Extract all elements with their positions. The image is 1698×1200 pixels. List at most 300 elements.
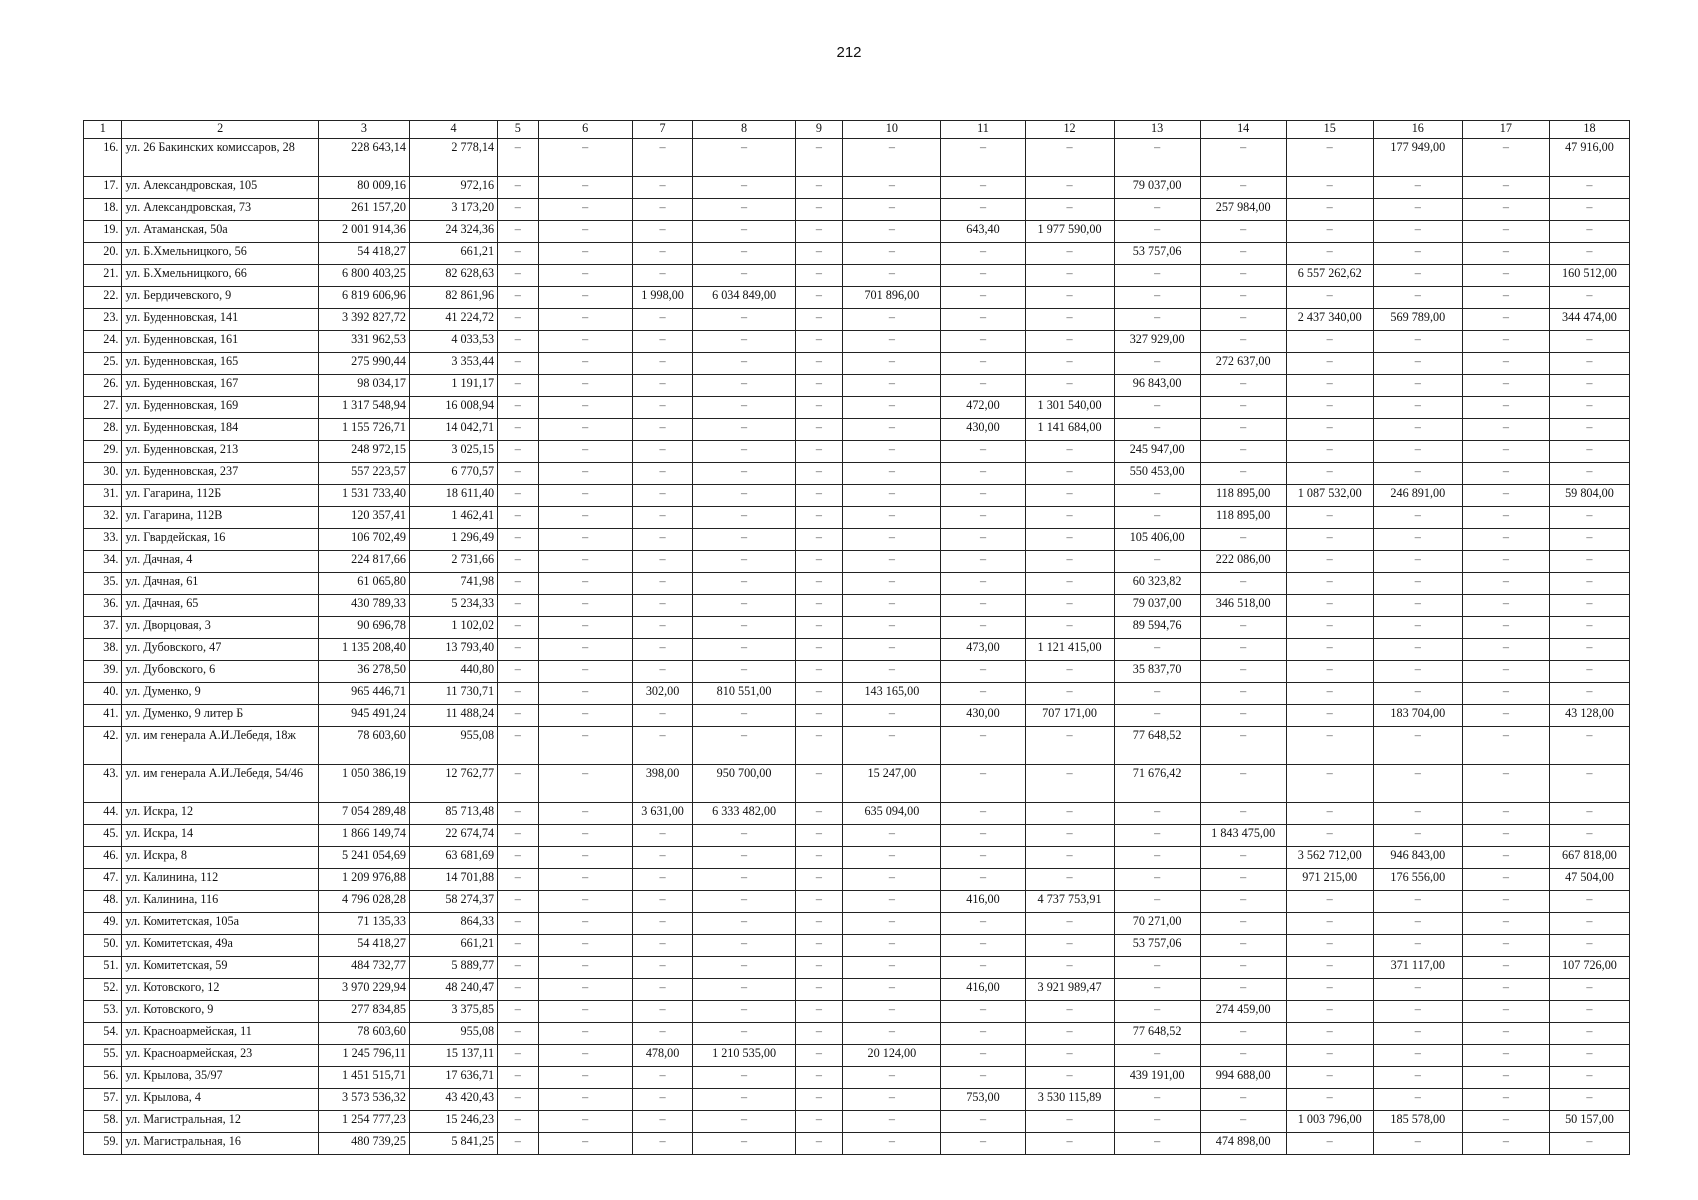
empty-cell: – xyxy=(1462,243,1549,265)
empty-cell: – xyxy=(941,825,1025,847)
empty-cell: – xyxy=(538,727,632,765)
empty-cell: – xyxy=(498,765,538,803)
column-header-8: 8 xyxy=(693,121,795,139)
empty-cell: – xyxy=(795,199,843,221)
empty-cell: – xyxy=(1373,639,1462,661)
table-row xyxy=(84,1001,1630,1023)
empty-cell: – xyxy=(1549,177,1629,199)
empty-cell: – xyxy=(1286,935,1373,957)
empty-cell: – xyxy=(1025,199,1114,221)
empty-cell: – xyxy=(498,221,538,243)
empty-cell: – xyxy=(498,331,538,353)
empty-cell: – xyxy=(795,639,843,661)
amount-cell: 12 762,77 xyxy=(409,765,497,803)
amount-cell: 1 462,41 xyxy=(409,507,497,529)
empty-cell: – xyxy=(693,869,795,891)
empty-cell: – xyxy=(1200,1045,1286,1067)
empty-cell: – xyxy=(538,1045,632,1067)
empty-cell: – xyxy=(1373,177,1462,199)
empty-cell: – xyxy=(693,441,795,463)
empty-cell: – xyxy=(941,661,1025,683)
amount-cell: 945 491,24 xyxy=(318,705,409,727)
empty-cell: – xyxy=(1286,1023,1373,1045)
row-number: 20. xyxy=(84,243,122,265)
empty-cell: – xyxy=(632,957,693,979)
empty-cell: – xyxy=(693,1111,795,1133)
empty-cell: – xyxy=(1373,765,1462,803)
table-row xyxy=(84,419,1630,441)
empty-cell: – xyxy=(693,913,795,935)
empty-cell: – xyxy=(1114,199,1200,221)
empty-cell: – xyxy=(632,847,693,869)
amount-cell: 371 117,00 xyxy=(1373,957,1462,979)
empty-cell: – xyxy=(1373,287,1462,309)
empty-cell: – xyxy=(843,485,941,507)
empty-cell: – xyxy=(1462,765,1549,803)
amount-cell: 1 254 777,23 xyxy=(318,1111,409,1133)
empty-cell: – xyxy=(693,177,795,199)
amount-cell: 474 898,00 xyxy=(1200,1133,1286,1155)
empty-cell: – xyxy=(632,463,693,485)
empty-cell: – xyxy=(632,419,693,441)
empty-cell: – xyxy=(1549,1023,1629,1045)
empty-cell: – xyxy=(941,551,1025,573)
row-number: 27. xyxy=(84,397,122,419)
amount-cell: 120 357,41 xyxy=(318,507,409,529)
empty-cell: – xyxy=(632,935,693,957)
empty-cell: – xyxy=(1373,551,1462,573)
empty-cell: – xyxy=(693,1001,795,1023)
amount-cell: 472,00 xyxy=(941,397,1025,419)
empty-cell: – xyxy=(498,847,538,869)
empty-cell: – xyxy=(1373,683,1462,705)
empty-cell: – xyxy=(795,617,843,639)
empty-cell: – xyxy=(795,847,843,869)
amount-cell: 346 518,00 xyxy=(1200,595,1286,617)
empty-cell: – xyxy=(1549,221,1629,243)
empty-cell: – xyxy=(1286,199,1373,221)
amount-cell: 15 246,23 xyxy=(409,1111,497,1133)
column-header-6: 6 xyxy=(538,121,632,139)
empty-cell: – xyxy=(1549,979,1629,1001)
empty-cell: – xyxy=(795,1111,843,1133)
empty-cell: – xyxy=(1025,353,1114,375)
amount-cell: 22 674,74 xyxy=(409,825,497,847)
empty-cell: – xyxy=(1114,485,1200,507)
empty-cell: – xyxy=(1114,221,1200,243)
table-row xyxy=(84,221,1630,243)
amount-cell: 430,00 xyxy=(941,419,1025,441)
row-number: 18. xyxy=(84,199,122,221)
empty-cell: – xyxy=(843,177,941,199)
amount-cell: 398,00 xyxy=(632,765,693,803)
column-header-10: 10 xyxy=(843,121,941,139)
column-header-5: 5 xyxy=(498,121,538,139)
empty-cell: – xyxy=(1462,397,1549,419)
empty-cell: – xyxy=(843,595,941,617)
address-cell: ул. Искра, 12 xyxy=(122,803,318,825)
empty-cell: – xyxy=(498,683,538,705)
empty-cell: – xyxy=(795,551,843,573)
empty-cell: – xyxy=(1373,1133,1462,1155)
empty-cell: – xyxy=(693,847,795,869)
amount-cell: 3 392 827,72 xyxy=(318,309,409,331)
empty-cell: – xyxy=(538,683,632,705)
column-header-14: 14 xyxy=(1200,121,1286,139)
address-cell: ул. Дубовского, 47 xyxy=(122,639,318,661)
amount-cell: 741,98 xyxy=(409,573,497,595)
amount-cell: 327 929,00 xyxy=(1114,331,1200,353)
amount-cell: 35 837,70 xyxy=(1114,661,1200,683)
empty-cell: – xyxy=(498,353,538,375)
empty-cell: – xyxy=(795,419,843,441)
amount-cell: 810 551,00 xyxy=(693,683,795,705)
empty-cell: – xyxy=(632,1001,693,1023)
amount-cell: 3 353,44 xyxy=(409,353,497,375)
empty-cell: – xyxy=(795,287,843,309)
empty-cell: – xyxy=(1373,221,1462,243)
empty-cell: – xyxy=(843,375,941,397)
amount-cell: 864,33 xyxy=(409,913,497,935)
empty-cell: – xyxy=(498,1045,538,1067)
empty-cell: – xyxy=(795,353,843,375)
table-row xyxy=(84,1111,1630,1133)
empty-cell: – xyxy=(795,957,843,979)
empty-cell: – xyxy=(1200,419,1286,441)
empty-cell: – xyxy=(1025,1111,1114,1133)
empty-cell: – xyxy=(1373,595,1462,617)
address-cell: ул. Дубовского, 6 xyxy=(122,661,318,683)
empty-cell: – xyxy=(1549,683,1629,705)
empty-cell: – xyxy=(1114,825,1200,847)
empty-cell: – xyxy=(843,727,941,765)
amount-cell: 41 224,72 xyxy=(409,309,497,331)
empty-cell: – xyxy=(1200,1089,1286,1111)
empty-cell: – xyxy=(1025,529,1114,551)
amount-cell: 1 050 386,19 xyxy=(318,765,409,803)
row-number: 29. xyxy=(84,441,122,463)
empty-cell: – xyxy=(1025,441,1114,463)
table-row xyxy=(84,573,1630,595)
amount-cell: 82 628,63 xyxy=(409,265,497,287)
empty-cell: – xyxy=(693,375,795,397)
amount-cell: 60 323,82 xyxy=(1114,573,1200,595)
empty-cell: – xyxy=(632,573,693,595)
table-row xyxy=(84,331,1630,353)
empty-cell: – xyxy=(498,177,538,199)
empty-cell: – xyxy=(795,485,843,507)
empty-cell: – xyxy=(498,803,538,825)
empty-cell: – xyxy=(632,177,693,199)
address-cell: ул. Комитетская, 49а xyxy=(122,935,318,957)
amount-cell: 972,16 xyxy=(409,177,497,199)
empty-cell: – xyxy=(538,913,632,935)
empty-cell: – xyxy=(693,825,795,847)
column-header-1: 1 xyxy=(84,121,122,139)
row-number: 39. xyxy=(84,661,122,683)
empty-cell: – xyxy=(843,935,941,957)
empty-cell: – xyxy=(1549,595,1629,617)
empty-cell: – xyxy=(1462,891,1549,913)
empty-cell: – xyxy=(1373,913,1462,935)
empty-cell: – xyxy=(632,199,693,221)
empty-cell: – xyxy=(795,683,843,705)
amount-cell: 569 789,00 xyxy=(1373,309,1462,331)
empty-cell: – xyxy=(1286,331,1373,353)
amount-cell: 53 757,06 xyxy=(1114,243,1200,265)
empty-cell: – xyxy=(795,265,843,287)
empty-cell: – xyxy=(538,265,632,287)
empty-cell: – xyxy=(941,507,1025,529)
empty-cell: – xyxy=(795,331,843,353)
table-row xyxy=(84,935,1630,957)
empty-cell: – xyxy=(941,913,1025,935)
empty-cell: – xyxy=(538,639,632,661)
empty-cell: – xyxy=(795,979,843,1001)
empty-cell: – xyxy=(632,727,693,765)
address-cell: ул. Красноармейская, 23 xyxy=(122,1045,318,1067)
empty-cell: – xyxy=(843,243,941,265)
empty-cell: – xyxy=(1025,463,1114,485)
amount-cell: 118 895,00 xyxy=(1200,485,1286,507)
empty-cell: – xyxy=(1462,463,1549,485)
empty-cell: – xyxy=(1286,529,1373,551)
empty-cell: – xyxy=(1286,551,1373,573)
amount-cell: 473,00 xyxy=(941,639,1025,661)
empty-cell: – xyxy=(693,265,795,287)
amount-cell: 90 696,78 xyxy=(318,617,409,639)
column-header-9: 9 xyxy=(795,121,843,139)
amount-cell: 1 317 548,94 xyxy=(318,397,409,419)
amount-cell: 480 739,25 xyxy=(318,1133,409,1155)
empty-cell: – xyxy=(1549,199,1629,221)
empty-cell: – xyxy=(1200,463,1286,485)
empty-cell: – xyxy=(632,1023,693,1045)
empty-cell: – xyxy=(1549,551,1629,573)
address-cell: ул. Красноармейская, 11 xyxy=(122,1023,318,1045)
row-number: 48. xyxy=(84,891,122,913)
table-row xyxy=(84,243,1630,265)
row-number: 16. xyxy=(84,139,122,177)
address-cell: ул. Комитетская, 105а xyxy=(122,913,318,935)
empty-cell: – xyxy=(1114,1089,1200,1111)
empty-cell: – xyxy=(1462,1111,1549,1133)
row-number: 57. xyxy=(84,1089,122,1111)
amount-cell: 224 817,66 xyxy=(318,551,409,573)
amount-cell: 36 278,50 xyxy=(318,661,409,683)
table-row xyxy=(84,1133,1630,1155)
empty-cell: – xyxy=(538,441,632,463)
empty-cell: – xyxy=(1286,639,1373,661)
amount-cell: 5 841,25 xyxy=(409,1133,497,1155)
address-cell: ул. Гагарина, 112В xyxy=(122,507,318,529)
empty-cell: – xyxy=(1373,979,1462,1001)
amount-cell: 85 713,48 xyxy=(409,803,497,825)
empty-cell: – xyxy=(1114,1133,1200,1155)
amount-cell: 1 998,00 xyxy=(632,287,693,309)
empty-cell: – xyxy=(795,705,843,727)
empty-cell: – xyxy=(1114,869,1200,891)
amount-cell: 261 157,20 xyxy=(318,199,409,221)
empty-cell: – xyxy=(843,957,941,979)
empty-cell: – xyxy=(1373,727,1462,765)
empty-cell: – xyxy=(795,397,843,419)
empty-cell: – xyxy=(498,617,538,639)
row-number: 51. xyxy=(84,957,122,979)
empty-cell: – xyxy=(1286,957,1373,979)
empty-cell: – xyxy=(1200,375,1286,397)
empty-cell: – xyxy=(1286,1001,1373,1023)
amount-cell: 6 800 403,25 xyxy=(318,265,409,287)
amount-cell: 54 418,27 xyxy=(318,243,409,265)
empty-cell: – xyxy=(1549,441,1629,463)
empty-cell: – xyxy=(1025,375,1114,397)
empty-cell: – xyxy=(498,441,538,463)
empty-cell: – xyxy=(1025,825,1114,847)
amount-cell: 106 702,49 xyxy=(318,529,409,551)
column-header-17: 17 xyxy=(1462,121,1549,139)
empty-cell: – xyxy=(1373,529,1462,551)
empty-cell: – xyxy=(1549,765,1629,803)
address-cell: ул. им генерала А.И.Лебедя, 18ж xyxy=(122,727,318,765)
page-number: 212 xyxy=(836,44,862,61)
empty-cell: – xyxy=(1200,639,1286,661)
table-row xyxy=(84,309,1630,331)
empty-cell: – xyxy=(941,595,1025,617)
empty-cell: – xyxy=(1025,803,1114,825)
empty-cell: – xyxy=(693,353,795,375)
empty-cell: – xyxy=(693,139,795,177)
empty-cell: – xyxy=(1549,353,1629,375)
address-cell: ул. Буденновская, 184 xyxy=(122,419,318,441)
amount-cell: 228 643,14 xyxy=(318,139,409,177)
amount-cell: 1 102,02 xyxy=(409,617,497,639)
empty-cell: – xyxy=(538,765,632,803)
empty-cell: – xyxy=(538,661,632,683)
row-number: 32. xyxy=(84,507,122,529)
amount-cell: 994 688,00 xyxy=(1200,1067,1286,1089)
amount-cell: 63 681,69 xyxy=(409,847,497,869)
row-number: 17. xyxy=(84,177,122,199)
empty-cell: – xyxy=(1200,847,1286,869)
table-row xyxy=(84,913,1630,935)
empty-cell: – xyxy=(693,1067,795,1089)
empty-cell: – xyxy=(1114,353,1200,375)
address-cell: ул. Б.Хмельницкого, 66 xyxy=(122,265,318,287)
empty-cell: – xyxy=(498,375,538,397)
empty-cell: – xyxy=(538,595,632,617)
row-number: 24. xyxy=(84,331,122,353)
empty-cell: – xyxy=(498,1133,538,1155)
row-number: 41. xyxy=(84,705,122,727)
row-number: 47. xyxy=(84,869,122,891)
empty-cell: – xyxy=(1025,287,1114,309)
amount-cell: 484 732,77 xyxy=(318,957,409,979)
amount-cell: 15 247,00 xyxy=(843,765,941,803)
empty-cell: – xyxy=(1373,1001,1462,1023)
empty-cell: – xyxy=(1549,419,1629,441)
empty-cell: – xyxy=(941,869,1025,891)
empty-cell: – xyxy=(1114,891,1200,913)
empty-cell: – xyxy=(498,1023,538,1045)
empty-cell: – xyxy=(795,1089,843,1111)
empty-cell: – xyxy=(941,375,1025,397)
empty-cell: – xyxy=(1200,891,1286,913)
empty-cell: – xyxy=(1549,463,1629,485)
empty-cell: – xyxy=(795,869,843,891)
empty-cell: – xyxy=(1114,397,1200,419)
empty-cell: – xyxy=(1025,1023,1114,1045)
row-number: 34. xyxy=(84,551,122,573)
row-number: 55. xyxy=(84,1045,122,1067)
empty-cell: – xyxy=(1286,765,1373,803)
empty-cell: – xyxy=(538,177,632,199)
empty-cell: – xyxy=(1025,1133,1114,1155)
address-cell: ул. Калинина, 112 xyxy=(122,869,318,891)
empty-cell: – xyxy=(843,529,941,551)
address-cell: ул. Искра, 14 xyxy=(122,825,318,847)
empty-cell: – xyxy=(941,1133,1025,1155)
table-row xyxy=(84,485,1630,507)
table-row xyxy=(84,265,1630,287)
amount-cell: 2 731,66 xyxy=(409,551,497,573)
empty-cell: – xyxy=(1462,485,1549,507)
empty-cell: – xyxy=(1114,705,1200,727)
amount-cell: 439 191,00 xyxy=(1114,1067,1200,1089)
amount-cell: 13 793,40 xyxy=(409,639,497,661)
empty-cell: – xyxy=(1200,683,1286,705)
amount-cell: 1 003 796,00 xyxy=(1286,1111,1373,1133)
empty-cell: – xyxy=(1025,309,1114,331)
amount-cell: 15 137,11 xyxy=(409,1045,497,1067)
empty-cell: – xyxy=(843,1023,941,1045)
empty-cell: – xyxy=(1200,287,1286,309)
empty-cell: – xyxy=(1114,847,1200,869)
amount-cell: 78 603,60 xyxy=(318,727,409,765)
empty-cell: – xyxy=(795,935,843,957)
empty-cell: – xyxy=(941,265,1025,287)
empty-cell: – xyxy=(538,353,632,375)
empty-cell: – xyxy=(632,331,693,353)
amount-cell: 1 296,49 xyxy=(409,529,497,551)
amount-cell: 98 034,17 xyxy=(318,375,409,397)
amount-cell: 14 701,88 xyxy=(409,869,497,891)
empty-cell: – xyxy=(795,1045,843,1067)
row-number: 58. xyxy=(84,1111,122,1133)
empty-cell: – xyxy=(632,485,693,507)
empty-cell: – xyxy=(693,573,795,595)
empty-cell: – xyxy=(1373,419,1462,441)
empty-cell: – xyxy=(538,139,632,177)
empty-cell: – xyxy=(632,353,693,375)
amount-cell: 80 009,16 xyxy=(318,177,409,199)
empty-cell: – xyxy=(632,1133,693,1155)
empty-cell: – xyxy=(1114,507,1200,529)
empty-cell: – xyxy=(1114,683,1200,705)
amount-cell: 176 556,00 xyxy=(1373,869,1462,891)
address-cell: ул. Буденновская, 169 xyxy=(122,397,318,419)
empty-cell: – xyxy=(1025,1001,1114,1023)
amount-cell: 6 819 606,96 xyxy=(318,287,409,309)
table-row xyxy=(84,287,1630,309)
empty-cell: – xyxy=(1462,727,1549,765)
amount-cell: 6 034 849,00 xyxy=(693,287,795,309)
amount-cell: 643,40 xyxy=(941,221,1025,243)
empty-cell: – xyxy=(795,1067,843,1089)
empty-cell: – xyxy=(498,727,538,765)
empty-cell: – xyxy=(941,683,1025,705)
amount-cell: 77 648,52 xyxy=(1114,1023,1200,1045)
